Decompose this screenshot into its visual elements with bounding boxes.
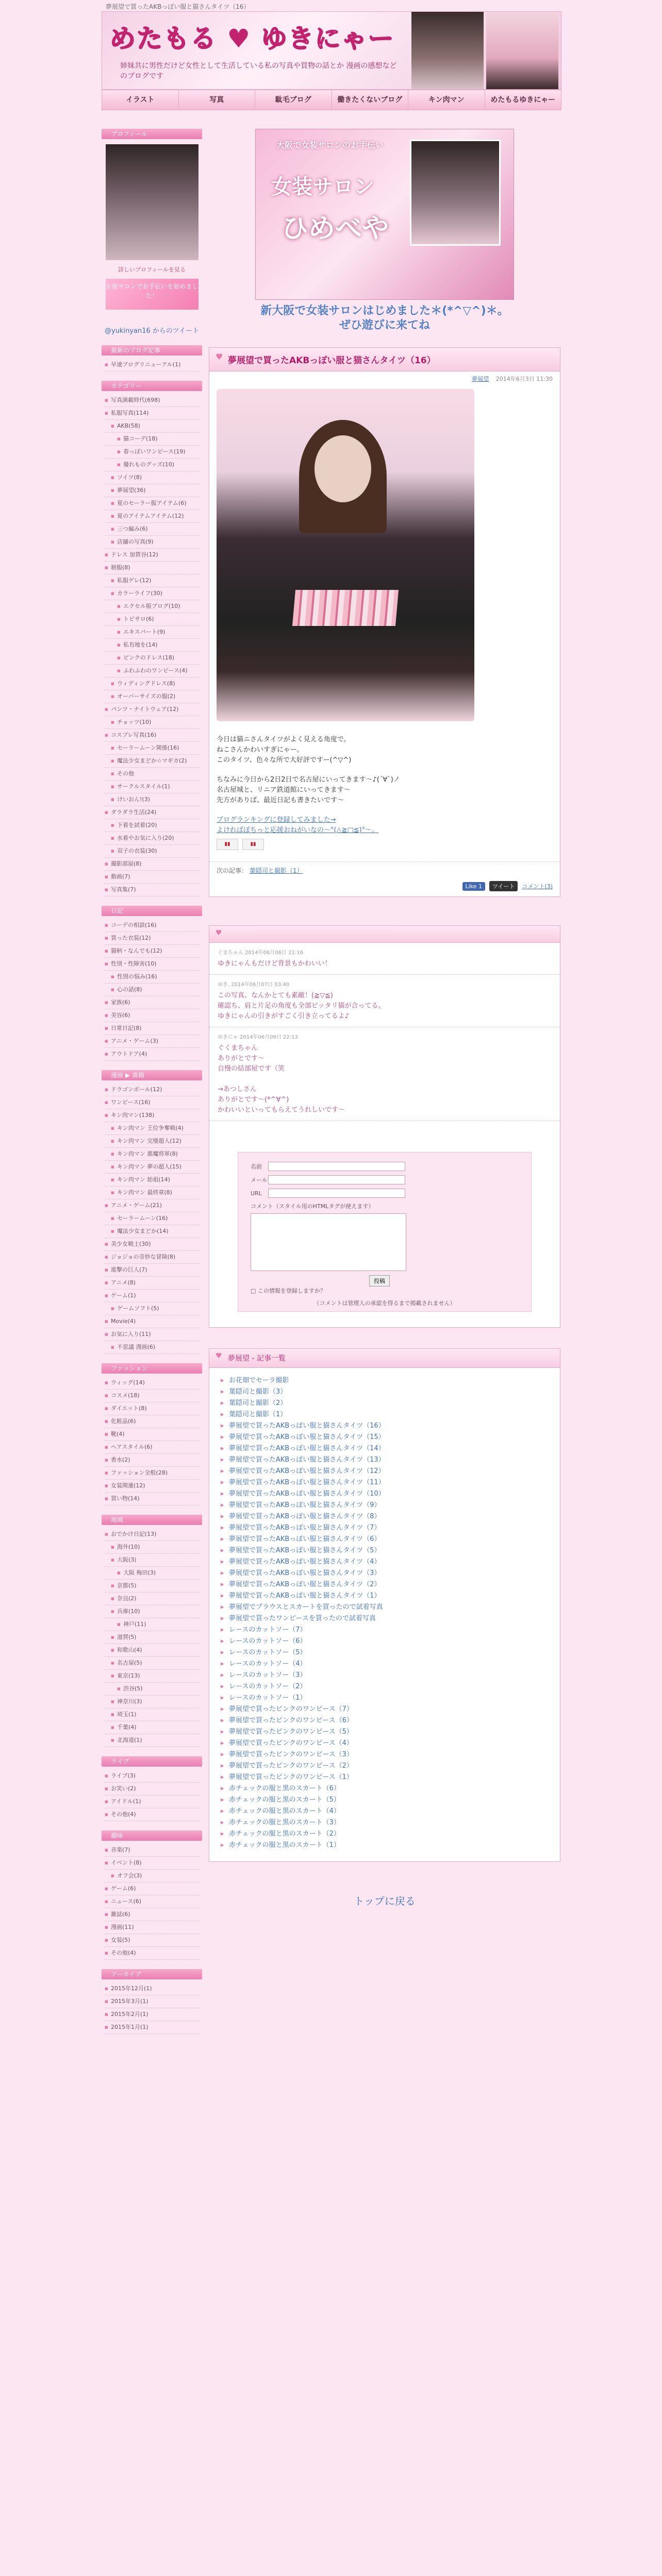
nav-blog[interactable]: 駄毛ブログ xyxy=(255,90,332,110)
manga-item[interactable]: ■ ジョジョの奇妙な冒険(8) xyxy=(105,1251,200,1264)
fashion-item[interactable]: ■ ヘアスタイル(6) xyxy=(105,1441,200,1454)
cat-item[interactable]: ■ トピサロ(6) xyxy=(105,613,200,626)
sidebar-heading-fashion: ファッション xyxy=(102,1363,202,1374)
salon-hero-banner[interactable] xyxy=(255,129,514,300)
nav-kinnikuman[interactable]: キン肉マン xyxy=(408,90,485,110)
article-body xyxy=(209,721,560,861)
misc-item[interactable]: ■ 猫柄・なんでも(12) xyxy=(105,945,200,958)
cat-item[interactable]: ■ 下着を試着(20) xyxy=(105,819,200,832)
cat-item[interactable]: ■ 写真満載時代(698) xyxy=(105,394,200,407)
logo-part-a: めたもる xyxy=(110,23,217,54)
article-item[interactable]: ▸ 夢展望で買ったピンクのワンピース（5） xyxy=(221,1726,549,1738)
cat-item[interactable]: ■ パンツ・ナイトウェア(12) xyxy=(105,703,200,716)
cat-item[interactable]: ■ AKB(58) xyxy=(105,420,200,433)
article-date: 2014年6月3日 11:30 xyxy=(495,376,553,382)
live-item[interactable]: ■ アイドル(1) xyxy=(105,1795,200,1808)
article-meta xyxy=(209,371,560,386)
fashion-item[interactable]: ■ 化粧品(6) xyxy=(105,1415,200,1428)
article-item[interactable]: ▸ レースのカットソー（6） xyxy=(221,1636,549,1647)
cat-item[interactable]: ■ けいおん!(3) xyxy=(105,793,200,806)
fashion-item[interactable]: ■ 靴(4) xyxy=(105,1428,200,1441)
other-item[interactable]: ■ その他(4) xyxy=(105,1947,200,1960)
cat-item[interactable]: ■ 夢展望(36) xyxy=(105,484,200,497)
cat-item[interactable]: ■ 水着やお気に入り(20) xyxy=(105,832,200,845)
comment-form xyxy=(238,1152,532,1312)
area-item[interactable]: ■ 神奈川(3) xyxy=(105,1696,200,1708)
fashion-item[interactable]: ■ コスメ(18) xyxy=(105,1389,200,1402)
article-item[interactable]: ▸ 夢展望で買ったピンクのワンピース（6） xyxy=(221,1715,549,1726)
article-item[interactable]: ▸ 夢展望で買ったピンクのワンピース（3） xyxy=(221,1749,549,1760)
archive-item[interactable]: ■ 2015年12月(1) xyxy=(105,1982,200,1995)
cat-item[interactable]: ■ サークルスタイル(1) xyxy=(105,781,200,793)
manga-list xyxy=(102,1083,202,1354)
site-tagline: 姉妹共に男性だけど女性として生活している私の写真や買物の話とか 漫画の感想などのブログです xyxy=(120,62,397,80)
area-item[interactable]: ■ 大阪 梅田(3) xyxy=(105,1567,200,1580)
misc-item[interactable]: ■ 心の話(8) xyxy=(105,984,200,996)
other-item[interactable]: ■ 音楽(7) xyxy=(105,1844,200,1857)
fashion-item[interactable]: ■ ファッション全般(28) xyxy=(105,1467,200,1480)
area-item[interactable]: ■ 和歌山(4) xyxy=(105,1644,200,1657)
comment-text: この写真、なんかとても素敵！(≧▽≦) 確認ち、肩と片足の角度も全部ピッタリ猫が合ってる。 ゆきにゃんの引きがすごく引き立ってるよ♪ xyxy=(218,992,385,1020)
name-label: 名前 xyxy=(251,1163,262,1170)
article-item[interactable]: ▸ 夢展望で買ったAKBっぽい服と猫さんタイツ（2） xyxy=(221,1579,549,1590)
manga-item[interactable]: ■ 魔法少女まどか(14) xyxy=(105,1225,200,1238)
archive-item[interactable]: ■ 2015年3月(1) xyxy=(105,1995,200,2008)
manga-item[interactable]: ■ キン肉マン 王位争奪戦(4) xyxy=(105,1122,200,1135)
next-article-link[interactable]: 葉隠司と撮影（1） xyxy=(249,867,303,874)
form-row-url xyxy=(251,1189,519,1198)
cat-item[interactable]: ■ 夏のセーラー服アイテム(6) xyxy=(105,497,200,510)
live-item[interactable]: ■ ライブ(3) xyxy=(105,1770,200,1783)
article-item[interactable]: ▸ お花畑でセーラ撮影 xyxy=(221,1375,549,1386)
form-row-name xyxy=(251,1162,519,1171)
article-item[interactable]: ▸ 夢展望で買ったAKBっぽい服と猫さんタイツ（7） xyxy=(221,1522,549,1534)
area-item[interactable]: ■ 渋谷(5) xyxy=(105,1683,200,1696)
nav-work-blog[interactable]: 働きたくないブログ xyxy=(332,90,409,110)
comment-text: ぐくまちゃん ありがとです〜 自慢の結部屋です（笑 →あつしさん ありがとです〜(*^∀^) かわいいといってもらえてうれしいです〜 xyxy=(218,1044,345,1114)
article-item[interactable]: ▸ 夢展望で買ったピンクのワンピース（4） xyxy=(221,1738,549,1749)
fashion-item[interactable]: ■ 香水(2) xyxy=(105,1454,200,1467)
article-item[interactable]: ▸ 赤チェックの服と黒のスカート（5） xyxy=(221,1794,549,1806)
area-item[interactable]: ■ 海外(10) xyxy=(105,1541,200,1554)
sidebar-heading-categories: カテゴリー xyxy=(102,381,202,391)
global-nav xyxy=(102,90,561,110)
article xyxy=(209,347,560,897)
profile-link[interactable]: 詳しいプロフィールを見る xyxy=(118,266,186,273)
manga-item[interactable]: ■ キン肉マン 最終章(8) xyxy=(105,1187,200,1199)
other-item[interactable]: ■ ゲーム(6) xyxy=(105,1883,200,1895)
profile-photo[interactable] xyxy=(106,144,198,260)
logo-part-b: ゆきにゃー xyxy=(261,23,395,54)
sidebar-heading-area: 地域 xyxy=(102,1515,202,1525)
banner-top-text: 大阪で女装サロンのお手伝い xyxy=(276,140,384,150)
misc-item[interactable]: ■ 性別・性障害(10) xyxy=(105,958,200,971)
manga-item[interactable]: ■ キン肉マン 夢の超人(15) xyxy=(105,1161,200,1174)
other-item[interactable]: ■ 雑誌(6) xyxy=(105,1908,200,1921)
manga-item[interactable]: ■ ワンピース(16) xyxy=(105,1096,200,1109)
sidebar-heading-manga: 漫画 ▶ 書籍 xyxy=(102,1070,202,1080)
site-header[interactable] xyxy=(102,11,561,90)
cat-item[interactable]: ■ オーバーサイズの服(2) xyxy=(105,690,200,703)
heart-icon: ♥ xyxy=(227,23,252,54)
cat-item[interactable]: ■ 猫コーデ(18) xyxy=(105,433,200,446)
cat-item[interactable]: ■ チョッツ(10) xyxy=(105,716,200,729)
hobby-list xyxy=(102,1844,202,1960)
ranking-badges xyxy=(217,839,553,850)
cat-item[interactable]: ■ 魔法少女まどか☆マギカ(2) xyxy=(105,755,200,768)
cat-item[interactable]: ■ カラーライフ(30) xyxy=(105,587,200,600)
submit-button[interactable]: 投稿 xyxy=(369,1275,390,1286)
comment-item xyxy=(209,943,560,975)
manga-item[interactable]: ■ ドラゴンボール(12) xyxy=(105,1083,200,1096)
manga-item[interactable]: ■ Movie(4) xyxy=(105,1315,200,1328)
banner-caption: 新大阪で女装サロンはじめました＊(*^▽^)＊。 ぜひ遊びに来てね xyxy=(260,304,509,332)
area-item[interactable]: ■ 奈良(2) xyxy=(105,1592,200,1605)
sidebar-heading-live: ライブ xyxy=(102,1756,202,1767)
live-item[interactable]: ■ お笑い(2) xyxy=(105,1783,200,1795)
mail-input[interactable] xyxy=(268,1175,405,1184)
banner-photo xyxy=(410,140,501,246)
remember-label: この情報を登録しますか？ xyxy=(257,1287,326,1294)
area-item[interactable]: ■ 兵庫(10) xyxy=(105,1605,200,1618)
area-item[interactable]: ■ 千葉(4) xyxy=(105,1721,200,1734)
remember-checkbox[interactable]: □ xyxy=(251,1287,256,1294)
recent-item[interactable]: ■ 早速ブログリニューアル(1) xyxy=(105,359,200,371)
manga-item[interactable]: ■ キン肉マン(138) xyxy=(105,1109,200,1122)
misc-item[interactable]: ■ アウトドア(4) xyxy=(105,1048,200,1061)
other-item[interactable]: ■ オフ会(3) xyxy=(105,1870,200,1883)
area-item[interactable]: ■ 東京(13) xyxy=(105,1670,200,1683)
cat-item[interactable]: ■ 私服ゲレ(12) xyxy=(105,574,200,587)
manga-item[interactable]: ■ キン肉マン 悪魔将軍(8) xyxy=(105,1148,200,1161)
salon-banner[interactable]: 女装サロンでお手伝いを始めました！ xyxy=(106,279,198,310)
remember-row xyxy=(251,1286,519,1295)
article-item[interactable]: ▸ 夢展望で買ったピンクのワンピース（2） xyxy=(221,1760,549,1772)
cat-item[interactable]: ■ セーラームーン関係(16) xyxy=(105,742,200,755)
cat-item[interactable]: ■ ソイツ(8) xyxy=(105,471,200,484)
photo-skirt xyxy=(292,590,399,626)
archive-item[interactable]: ■ 2015年2月(1) xyxy=(105,2008,200,2021)
comment-meta: ゆき. 2014年06月07日 03:40 xyxy=(218,982,290,988)
archive-item[interactable]: ■ 2015年1月(1) xyxy=(105,2021,200,2034)
category-list xyxy=(102,394,202,896)
misc-item[interactable]: ■ 買った衣装(12) xyxy=(105,932,200,945)
sidebar-heading-recent: 最新のブログ記事 xyxy=(102,345,202,355)
facebook-like-button[interactable]: Like 1 xyxy=(462,882,485,891)
article-list xyxy=(209,1368,560,1861)
manga-item[interactable]: ■ アニメ・ゲーム(21) xyxy=(105,1199,200,1212)
article-item[interactable]: ▸ 夢展望で買ったAKBっぽい服と猫さんタイツ（12） xyxy=(221,1466,549,1477)
header-photo-1 xyxy=(411,12,484,89)
article-item[interactable]: ▸ 夢展望で買ったAKBっぽい服と猫さんタイツ（9） xyxy=(221,1500,549,1511)
article-title[interactable]: ♥ 夢展望で買ったAKBっぽい服と猫さんタイツ（16） xyxy=(209,348,560,371)
misc-item[interactable]: ■ 家族(6) xyxy=(105,996,200,1009)
article-item[interactable]: ▸ 夢展望で買ったAKBっぽい服と猫さんタイツ（15） xyxy=(221,1432,549,1443)
fashion-item[interactable]: ■ 買い物(14) xyxy=(105,1493,200,1505)
sidebar-heading-profile: プロフィール xyxy=(102,129,202,139)
cat-item[interactable]: ■ ウィディングドレス(8) xyxy=(105,677,200,690)
article-item[interactable]: ▸ 葉隠司と撮影（3） xyxy=(221,1386,549,1398)
cat-item[interactable]: ■ コスプレ写真(16) xyxy=(105,729,200,742)
area-item[interactable]: ■ 京都(5) xyxy=(105,1580,200,1592)
other-item[interactable]: ■ ニュース(6) xyxy=(105,1895,200,1908)
ranking-badge-1[interactable]: ▮▮ xyxy=(217,839,238,850)
article-item[interactable]: ▸ 夢展望で買ったAKBっぽい服と猫さんタイツ（10） xyxy=(221,1488,549,1500)
article-item[interactable]: ▸ 夢展望で買ったAKBっぽい服と猫さんタイツ（11） xyxy=(221,1477,549,1488)
comment-text: ゆきにゃんもだけど背景もかわいい！ xyxy=(218,960,332,968)
manga-item[interactable]: ■ 不思議 漫画(6) xyxy=(105,1341,200,1354)
manga-item[interactable]: ■ ゲーム(1) xyxy=(105,1290,200,1302)
photo-face xyxy=(315,435,371,502)
cat-item[interactable]: ■ 三つ編み(6) xyxy=(105,523,200,536)
live-item[interactable]: ■ その他(4) xyxy=(105,1808,200,1821)
ranking-support-link[interactable]: よければぽちっと応援おねがいなの〜°(△≧□≦)°〜。 xyxy=(217,826,379,834)
article-item[interactable]: ▸ 赤チェックの服と黒のスカート（4） xyxy=(221,1806,549,1817)
other-item[interactable]: ■ イベント(8) xyxy=(105,1857,200,1870)
fashion-item[interactable]: ■ 女装関連(12) xyxy=(105,1480,200,1493)
cat-item[interactable]: ■ 優れものグッズ(10) xyxy=(105,459,200,471)
manga-item[interactable]: ■ 進撃の巨人(7) xyxy=(105,1264,200,1277)
cat-item[interactable]: ■ 写真集(7) xyxy=(105,884,200,896)
article-item[interactable]: ▸ 夢展望で買ったAKBっぽい服と猫さんタイツ（5） xyxy=(221,1545,549,1556)
main-content xyxy=(209,129,560,1908)
comment-item xyxy=(209,1027,560,1121)
ranking-link[interactable]: ブログランキングに登録してみました→ xyxy=(217,816,336,824)
article-item[interactable]: ▸ 赤チェックの服と黒のスカート（2） xyxy=(221,1828,549,1840)
area-item[interactable]: ■ おでかけ日記(13) xyxy=(105,1528,200,1541)
area-item[interactable]: ■ 埼玉(1) xyxy=(105,1708,200,1721)
comment-meta: ぐまちゃん 2014年06月06日 21:16 xyxy=(218,950,304,956)
recent-list xyxy=(102,359,202,371)
article-item[interactable]: ▸ レースのカットソー（4） xyxy=(221,1658,549,1670)
article-item[interactable]: ▸ 夢展望で買ったワンピースを買ったので試着写真 xyxy=(221,1613,549,1624)
cat-item[interactable]: ■ 私服写真(114) xyxy=(105,407,200,420)
nav-photo[interactable]: 写真 xyxy=(179,90,256,110)
article-item[interactable]: ▸ 葉隠司と撮影（2） xyxy=(221,1398,549,1409)
moderation-note: （コメントは管理人の承認を得るまで掲載されません） xyxy=(313,1300,456,1307)
article-item[interactable]: ▸ レースのカットソー（1） xyxy=(221,1692,549,1704)
manga-item[interactable]: ■ キン肉マン 完璧超人(12) xyxy=(105,1135,200,1148)
comment-count-link[interactable]: コメント(3) xyxy=(522,883,553,890)
url-label: URL xyxy=(251,1190,262,1197)
article-item[interactable]: ▸ レースのカットソー（7） xyxy=(221,1624,549,1636)
comment-item xyxy=(209,975,560,1027)
misc-item[interactable]: ■ 性別の悩み(16) xyxy=(105,971,200,984)
cat-item[interactable]: ■ 双子の衣装(30) xyxy=(105,845,200,858)
site-logo[interactable] xyxy=(110,18,395,55)
cat-item[interactable]: ■ 春っぽいワンピース(19) xyxy=(105,446,200,459)
twitter-link[interactable]: @yukinyan16 からのツイート xyxy=(105,327,199,335)
ranking-badge-2[interactable]: ▮▮ xyxy=(242,839,264,850)
comment-body-label: コメント（スタイル用のHTMLタグが使えます） xyxy=(251,1203,374,1210)
article-item[interactable]: ▸ レースのカットソー（2） xyxy=(221,1681,549,1692)
mail-label: メール xyxy=(251,1177,268,1183)
area-list xyxy=(102,1528,202,1747)
nav-metamoru[interactable]: めたもるゆきにゃー xyxy=(490,96,556,104)
cat-item[interactable]: ■ ふわふわのワンピース(4) xyxy=(105,665,200,677)
cat-item[interactable]: ■ エクセル版ブログ(10) xyxy=(105,600,200,613)
tweet-button[interactable]: ツイート xyxy=(489,881,518,891)
cat-item[interactable]: ■ 制服(8) xyxy=(105,562,200,574)
article-item[interactable]: ▸ 夢展望で買ったAKBっぽい服と猫さんタイツ（8） xyxy=(221,1511,549,1522)
sidebar-heading-hobby: 趣味 xyxy=(102,1831,202,1841)
misc-item[interactable]: ■ 日常日記(8) xyxy=(105,1022,200,1035)
archive-list xyxy=(102,1982,202,2034)
area-item[interactable]: ■ 北海道(1) xyxy=(105,1734,200,1747)
cat-item[interactable]: ■ エキスパート(9) xyxy=(105,626,200,639)
article-list-heading: ♥ 夢展望 - 記事一覧 xyxy=(209,1349,560,1368)
cat-item[interactable]: ■ 撮影部屋(8) xyxy=(105,858,200,871)
fashion-item[interactable]: ■ ダイエット(8) xyxy=(105,1402,200,1415)
area-item[interactable]: ■ 滋賀(5) xyxy=(105,1631,200,1644)
cat-item[interactable]: ■ ドレス 加賀谷(12) xyxy=(105,549,200,562)
manga-item[interactable]: ■ セーラームーン(16) xyxy=(105,1212,200,1225)
article-item[interactable]: ▸ 赤チェックの服と黒のスカート（1） xyxy=(221,1840,549,1851)
banner-title: 女装サロン xyxy=(271,175,374,199)
area-item[interactable]: ■ 大阪(3) xyxy=(105,1554,200,1567)
article-item[interactable]: ▸ 夢展望で買ったピンクのワンピース（1） xyxy=(221,1772,549,1783)
nav-illust[interactable]: イラスト xyxy=(102,90,179,110)
next-article-label: 次の記事 xyxy=(217,867,242,874)
cat-item[interactable]: ■ 夏のアイテムアイテム(12) xyxy=(105,510,200,523)
sidebar-heading-diary: 日記 xyxy=(102,906,202,916)
misc-item[interactable]: ■ アニメ・ゲーム(3) xyxy=(105,1035,200,1048)
article-item[interactable]: ▸ 葉隠司と撮影（1） xyxy=(221,1409,549,1420)
cat-item[interactable]: ■ ピンクのドレス(18) xyxy=(105,652,200,665)
cat-item[interactable]: ■ その他 xyxy=(105,768,200,781)
manga-item[interactable]: ■ キン肉マン 始祖(14) xyxy=(105,1174,200,1187)
misc-item[interactable]: ■ 美容(6) xyxy=(105,1009,200,1022)
comment-meta: ゆきにゃ 2014年06月09日 22:13 xyxy=(218,1035,298,1040)
other-item[interactable]: ■ 漫画(11) xyxy=(105,1921,200,1934)
article-item[interactable]: ▸ レースのカットソー（5） xyxy=(221,1647,549,1658)
article-paragraph-1: 今日は猫ニさんタイツがよく見える角度で。 ねこさんかわいすぎにゃー。 このタイツ、色々な所で大好評ですー(^▽^) xyxy=(217,736,352,764)
banner-subtitle: ひめべや xyxy=(282,213,389,244)
sidebar-heading-archive: アーカイブ xyxy=(102,1969,202,1979)
article-item[interactable]: ▸ 夢展望でプラウスとスカートを買ったので試着写真 xyxy=(221,1602,549,1613)
fashion-list xyxy=(102,1377,202,1505)
sidebar xyxy=(102,129,202,2043)
live-list xyxy=(102,1770,202,1821)
article-category-link[interactable]: 夢展望 xyxy=(472,376,489,382)
manga-item[interactable]: ■ アニメ(8) xyxy=(105,1277,200,1290)
cat-item[interactable]: ■ 私有地を(14) xyxy=(105,639,200,652)
header-photo-2 xyxy=(486,12,558,89)
other-item[interactable]: ■ 女装(5) xyxy=(105,1934,200,1947)
article-item[interactable]: ▸ レースのカットソー（3） xyxy=(221,1670,549,1681)
manga-item[interactable]: ■ お気に入り(11) xyxy=(105,1328,200,1341)
cat-item[interactable]: ■ 店舗の写真(9) xyxy=(105,536,200,549)
article-photo[interactable] xyxy=(217,389,474,721)
area-item[interactable]: ■ 神戸(11) xyxy=(105,1618,200,1631)
article-item[interactable]: ▸ 夢展望で買ったAKBっぽい服と猫さんタイツ（14） xyxy=(221,1443,549,1454)
article-item[interactable]: ▸ 夢展望で買ったAKBっぽい服と猫さんタイツ（3） xyxy=(221,1568,549,1579)
manga-item[interactable]: ■ 美少女戦士(30) xyxy=(105,1238,200,1251)
diary-list xyxy=(102,919,202,1061)
manga-item[interactable]: ■ ゲームソフト(5) xyxy=(105,1302,200,1315)
article-list-box xyxy=(209,1348,560,1862)
article-item[interactable]: ▸ 赤チェックの服と黒のスカート（3） xyxy=(221,1817,549,1828)
url-input[interactable] xyxy=(268,1189,405,1198)
article-paragraph-2: ちなみに今日から2日2日で名古屋にいってきます～♪(´∀`)ノ 名古屋城と、リニア鉄道館にいってきます〜 先方がありば、最近日記も書きたいです〜 xyxy=(217,776,400,804)
cat-item[interactable]: ■ 動画(7) xyxy=(105,871,200,884)
article-item[interactable]: ▸ 夢展望で買ったAKBっぽい服と猫さんタイツ（1） xyxy=(221,1590,549,1602)
fashion-item[interactable]: ■ ウィッグ(14) xyxy=(105,1377,200,1389)
area-item[interactable]: ■ 名古屋(5) xyxy=(105,1657,200,1670)
article-footer: 次の記事： 葉隠司と撮影（1） xyxy=(209,861,560,879)
misc-item[interactable]: ■ コーデの相談(16) xyxy=(105,919,200,932)
article-item[interactable]: ▸ 夢展望で買ったピンクのワンピース（7） xyxy=(221,1704,549,1715)
comments-section xyxy=(209,925,560,1328)
article-item[interactable]: ▸ 夢展望で買ったAKBっぽい服と猫さんタイツ（4） xyxy=(221,1556,549,1568)
article-item[interactable]: ▸ 赤チェックの服と黒のスカート（6） xyxy=(221,1783,549,1794)
comments-heading xyxy=(209,926,560,943)
article-item[interactable]: ▸ 夢展望で買ったAKBっぽい服と猫さんタイツ（13） xyxy=(221,1454,549,1466)
article-item[interactable]: ▸ 夢展望で買ったAKBっぽい服と猫さんタイツ（16） xyxy=(221,1420,549,1432)
name-input[interactable] xyxy=(268,1162,405,1171)
article-tools xyxy=(209,879,560,896)
comment-textarea[interactable] xyxy=(251,1213,406,1271)
article-item[interactable]: ▸ 夢展望で買ったAKBっぽい服と猫さんタイツ（6） xyxy=(221,1534,549,1545)
form-row-mail xyxy=(251,1175,519,1184)
page-title: 夢展望で買ったAKBっぽい服と猫さんタイツ（16） xyxy=(106,3,250,10)
back-to-top-link[interactable]: トップに戻る xyxy=(354,1895,416,1907)
cat-item[interactable]: ■ ダラダラ生活(24) xyxy=(105,806,200,819)
